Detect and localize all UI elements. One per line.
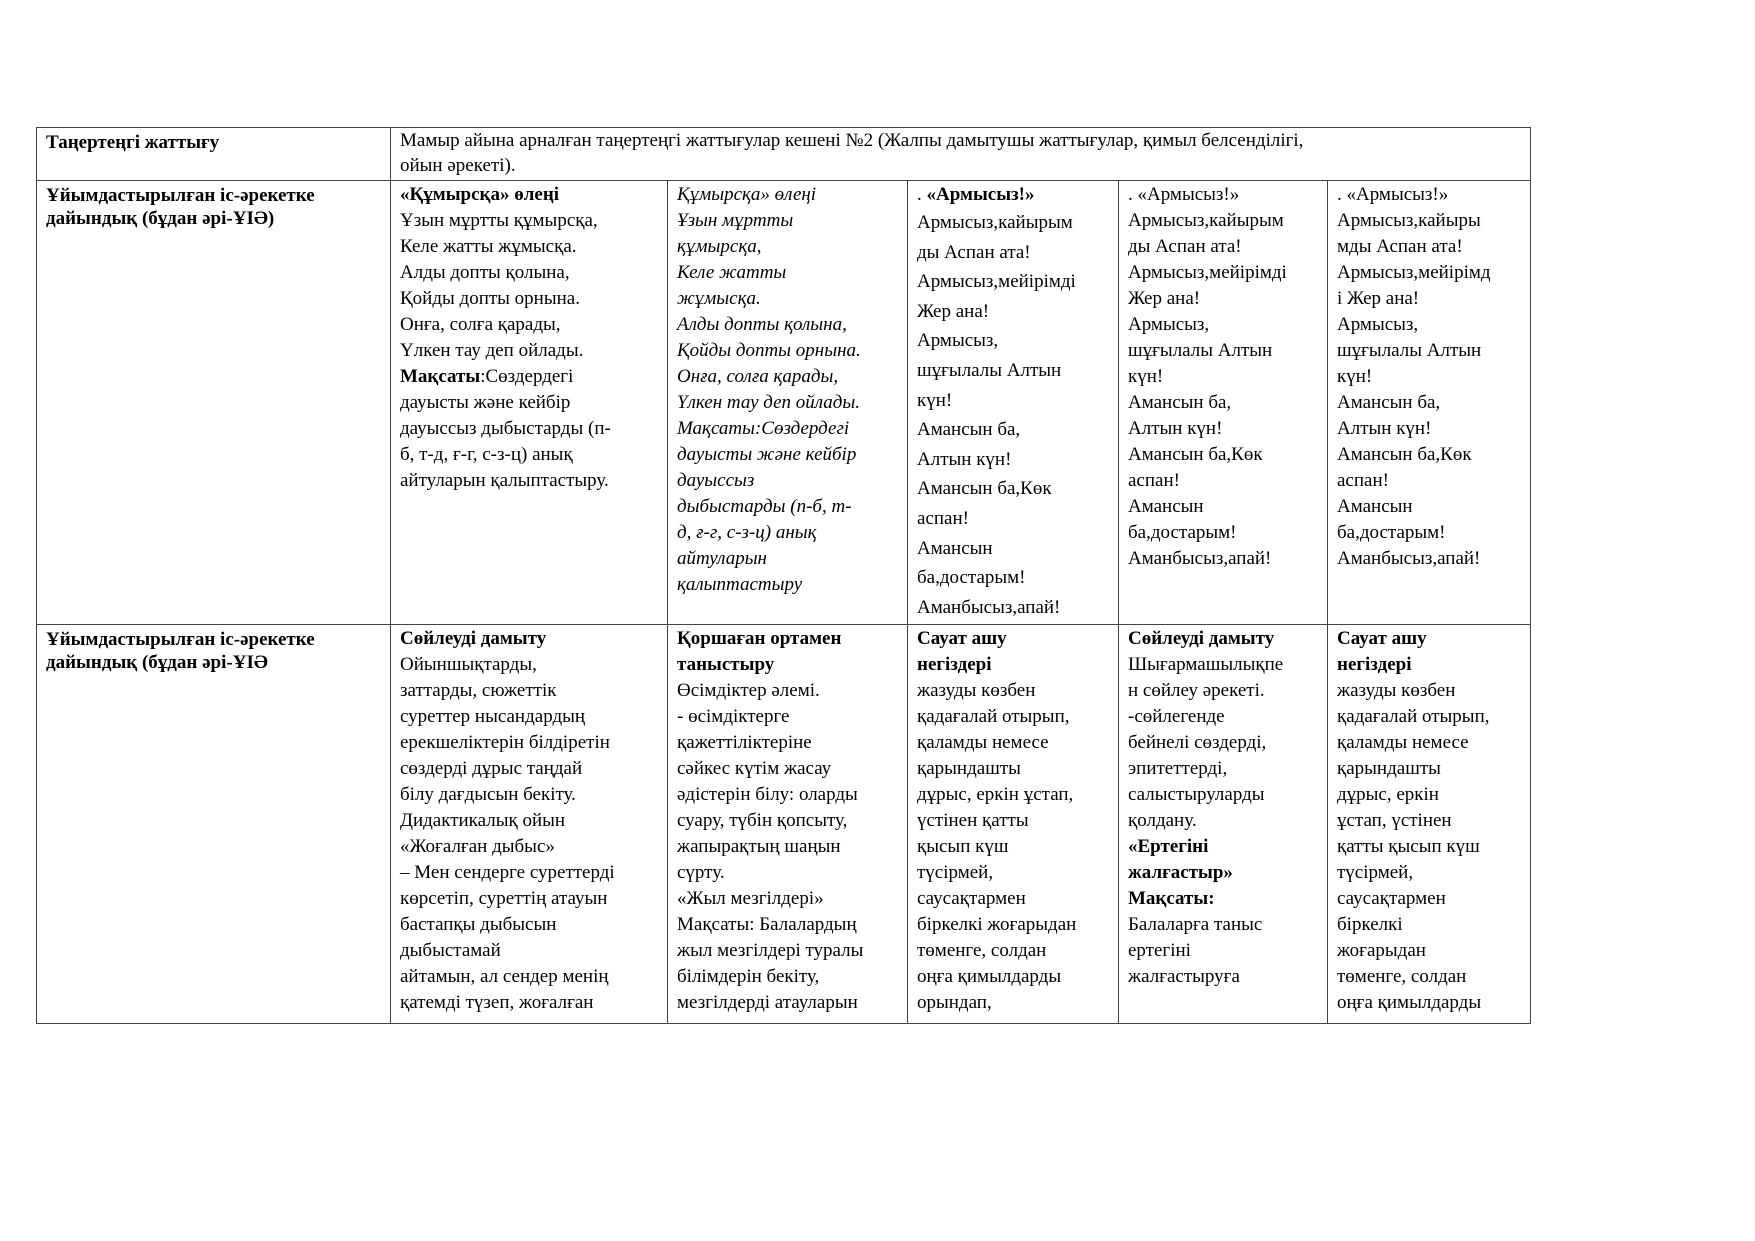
poem-line: Үлкен тау деп ойлады. (400, 340, 584, 361)
activity-line: Өсімдіктер әлемі. (677, 680, 820, 701)
day-cell-1 (391, 181, 668, 625)
activity-line: төменге, солдан (917, 940, 1047, 961)
poem-line: Онға, солға қарады, (400, 314, 561, 335)
activity-line: «Жоғалған дыбыс» (400, 836, 555, 857)
poem-line: Ұзын мұртты (677, 210, 794, 231)
poem-line: жұмысқа. (677, 288, 761, 309)
poem-line: Онға, солға қарады, (677, 366, 839, 387)
greeting-line: Амансын ба,Көк (917, 478, 1052, 500)
poem-line: Ұзын мұртты құмырсқа, (400, 210, 598, 231)
content-line: Мамыр айына арналған таңертеңгі жаттығулар кешені №2 (Жалпы дамытушы жаттығулар, қимыл белсенділігі, (400, 130, 1304, 151)
table-row-morning-exercise (37, 128, 1531, 181)
activity-line: суреттер нысандардың (400, 706, 586, 727)
activity-line: білу дағдысын бекіту. (400, 784, 576, 805)
activity-line: жоғарыдан (1337, 940, 1426, 961)
activity-line: қатты қысып күш (1337, 836, 1480, 857)
activity-line: саусақтармен (1337, 888, 1446, 909)
greeting-line: ба,достарым! (1337, 522, 1446, 543)
goal-label: Мақсаты: (1128, 888, 1215, 909)
greeting-line: Армысыз,кайырым (1128, 210, 1284, 231)
activity-line: ерекшеліктерін білдіретін (400, 732, 610, 753)
poem-line: құмырсқа, (677, 236, 762, 257)
activity-line: қатемді түзеп, жоғалған (400, 992, 594, 1013)
row-label: Таңертеңгі жаттығу (46, 132, 220, 153)
greeting-line: Амансын ба, (1128, 392, 1232, 413)
activity-line: жазуды көзбен (1337, 680, 1456, 701)
activity-line: біркелкі жоғарыдан (917, 914, 1077, 935)
activity-line: сөздерді дұрыс таңдай (400, 758, 583, 779)
row-label: дайындық (бұдан әрі-ҰІӘ) (46, 208, 275, 229)
greeting-line: і Жер ана! (1337, 288, 1420, 309)
greeting-line: Амансын (1128, 496, 1204, 517)
greeting-title: . «Армысыз!» (1128, 184, 1240, 205)
activity-line: біркелкі (1337, 914, 1403, 935)
game-title: жалғастыр» (1128, 862, 1233, 883)
activity-line: қарындашты (1337, 758, 1441, 779)
greeting-line: Амансын (917, 537, 993, 559)
activity-line: түсірмей, (917, 862, 994, 883)
greeting-line: Жер ана! (1128, 288, 1201, 309)
poem-line: Келе жатты (677, 262, 787, 283)
goal-line: б, т-д, ғ-г, с-з-ц) анық (400, 444, 573, 465)
activity-line: оңға қимылдарды (917, 966, 1062, 987)
activity-title: таныстыру (677, 654, 775, 675)
activity-line: қолдану. (1128, 810, 1197, 831)
activity-line: ұстап, үстінен (1337, 810, 1452, 831)
poem-line: Қойды допты орнына. (400, 288, 580, 309)
activity-cell-4 (1119, 625, 1328, 1024)
goal-line: ертегіні (1128, 940, 1191, 961)
greeting-line: Армысыз,мейірімді (1128, 262, 1287, 283)
activity-line: қажеттіліктеріне (677, 732, 812, 753)
greeting-title: . «Армысыз!» (1337, 184, 1449, 205)
activity-title: Қоршаған ортамен (677, 628, 842, 649)
day-cell-5 (1328, 181, 1531, 625)
activity-line: эпитеттерді, (1128, 758, 1228, 779)
greeting-line: шұғылалы Алтын (917, 359, 1062, 381)
greeting-line: Армысыз,кайыры (1337, 210, 1481, 231)
activity-line: қадағалай отырып, (917, 706, 1070, 727)
row-label: дайындық (бұдан әрі-ҰІӘ (46, 652, 268, 673)
activity-line: саусақтармен (917, 888, 1026, 909)
goal-text: :Сөздердегі (480, 366, 574, 387)
goal-label: Мақсаты (400, 366, 481, 387)
greeting-line: Армысыз,кайырым (917, 212, 1073, 233)
activity-line: орындап, (917, 992, 992, 1013)
row-label-cell (37, 128, 391, 181)
activity-line: жыл мезгілдері туралы (677, 940, 864, 961)
greeting-line: ды Аспан ата! (917, 241, 1031, 263)
greeting-line: аспан! (1337, 470, 1389, 491)
greeting-line: ба,достарым! (917, 567, 1026, 589)
activity-line: бастапқы дыбысын (400, 914, 557, 935)
greeting-line: Алтын күн! (1128, 418, 1223, 439)
goal-line: дауысты және кейбір (677, 444, 857, 465)
activity-line: н сөйлеу әрекеті. (1128, 680, 1265, 701)
activity-line: сәйкес күтім жасау (677, 758, 832, 779)
activity-line: жапырақтың шаңын (677, 836, 841, 857)
activity-line: дұрыс, еркін ұстап, (917, 784, 1074, 805)
morning-exercise-content (391, 128, 1531, 181)
greeting-line: Аманбысыз,апай! (1128, 548, 1272, 569)
activity-cell-2 (668, 625, 908, 1024)
activity-line: әдістерін білу: оларды (677, 784, 858, 805)
greeting-line: Амансын (1337, 496, 1413, 517)
day-cell-3 (908, 181, 1119, 625)
greeting-line: Амансын ба,Көк (1128, 444, 1263, 465)
greeting-line: Алтын күн! (917, 448, 1012, 470)
greeting-line: аспан! (1128, 470, 1180, 491)
game-title: «Ертегіні (1128, 836, 1209, 857)
greeting-line: Амансын ба,Көк (1337, 444, 1472, 465)
activity-line: жазуды көзбен (917, 680, 1036, 701)
activity-line: қаламды немесе (917, 732, 1049, 753)
greeting-line: Армысыз, (1337, 314, 1419, 335)
poem-title: «Құмырсқа» өлеңі (400, 184, 560, 205)
table-row-activities (37, 625, 1531, 1024)
poem-line: Құмырсқа» өлеңі (677, 184, 817, 205)
greeting-line: ды Аспан ата! (1128, 236, 1242, 257)
greeting-line: күн! (917, 389, 953, 411)
activity-line: заттарды, сюжеттік (400, 680, 557, 701)
activity-line: төменге, солдан (1337, 966, 1467, 987)
goal-line: д, ғ-г, с-з-ц) анық (677, 522, 817, 543)
greeting-line: мды Аспан ата! (1337, 236, 1463, 257)
activity-title: негіздері (917, 654, 992, 675)
poem-line: Үлкен тау деп ойлады. (677, 392, 861, 413)
greeting-line: Армысыз,мейірімді (917, 271, 1076, 293)
activity-cell-1 (391, 625, 668, 1024)
activity-cell-3 (908, 625, 1119, 1024)
goal-line: қалыптастыру (677, 574, 803, 595)
activity-line: Шығармашылықпе (1128, 654, 1284, 675)
greeting-line: күн! (1128, 366, 1164, 387)
row-label: Ұйымдастырылған іс-әрекетке (46, 629, 315, 650)
activity-line: мезгілдерді атауларын (677, 992, 858, 1013)
goal-line: айтуларын қалыптастыру. (400, 470, 609, 491)
greeting-title-line (917, 182, 1109, 208)
content-line: ойын әрекеті). (400, 155, 516, 176)
greeting-line: шұғылалы Алтын (1128, 340, 1273, 361)
goal-line: Мақсаты:Сөздердегі (677, 418, 850, 439)
greeting-line: Аманбысыз,апай! (1337, 548, 1481, 569)
poem-line: Келе жатты жұмысқа. (400, 236, 577, 257)
activity-line: - өсімдіктерге (677, 706, 790, 727)
table-row-preparation (37, 181, 1531, 625)
activity-title: Сөйлеуді дамыту (1128, 628, 1275, 649)
greeting-line: Жер ана! (917, 300, 990, 322)
greeting-line: Алтын күн! (1337, 418, 1432, 439)
greeting-line: Армысыз,мейірімд (1337, 262, 1491, 283)
goal-line: Балаларға таныс (1128, 914, 1263, 935)
goal-line: дыбыстарды (п-б, т- (677, 496, 852, 517)
greeting-line: күн! (1337, 366, 1373, 387)
poem-line: Алды допты қолына, (677, 314, 847, 335)
activity-line: айтамын, ал сендер менің (400, 966, 609, 987)
day-cell-2 (668, 181, 908, 625)
activity-title: Сауат ашу (917, 628, 1007, 649)
activity-line: қадағалай отырып, (1337, 706, 1490, 727)
greeting-line: Амансын ба, (917, 419, 1021, 441)
row-label: Ұйымдастырылған іс-әрекетке (46, 185, 315, 206)
goal-line: дауысты және кейбір (400, 392, 571, 413)
row-label-cell (37, 181, 391, 625)
activity-title: Сауат ашу (1337, 628, 1427, 649)
goal-line: айтуларын (677, 548, 767, 569)
activity-line: «Жыл мезгілдері» (677, 888, 824, 909)
activity-line: үстінен қатты (917, 810, 1029, 831)
day-cell-4 (1119, 181, 1328, 625)
activity-line: сүрту. (677, 862, 725, 883)
activity-line: бейнелі сөздерді, (1128, 732, 1267, 753)
row-label-cell (37, 625, 391, 1024)
greeting-line: шұғылалы Алтын (1337, 340, 1482, 361)
poem-line: Алды допты қолына, (400, 262, 570, 283)
activity-line: қысып күш (917, 836, 1009, 857)
goal-line (400, 364, 658, 390)
activity-line: дұрыс, еркін (1337, 784, 1439, 805)
activity-line: -сөйлегенде (1128, 706, 1225, 727)
activity-line: суару, түбін қопсыту, (677, 810, 848, 831)
greeting-line: ба,достарым! (1128, 522, 1237, 543)
activity-cell-5 (1328, 625, 1531, 1024)
activity-line: салыстыруларды (1128, 784, 1265, 805)
daily-plan-table (36, 127, 1531, 1024)
activity-line: оңға қимылдарды (1337, 992, 1482, 1013)
activity-title: негіздері (1337, 654, 1412, 675)
greeting-title: «Армысыз!» (926, 184, 1035, 205)
activity-line: дыбыстамай (400, 940, 501, 961)
activity-line: – Мен сендерге суреттерді (400, 862, 615, 883)
activity-line: Дидактикалық ойын (400, 810, 566, 831)
greeting-line: Амансын ба, (1337, 392, 1441, 413)
goal-line: дауыссыз (677, 470, 755, 491)
activity-line: түсірмей, (1337, 862, 1414, 883)
greeting-line: аспан! (917, 507, 969, 529)
greeting-prefix: . (917, 184, 927, 205)
greeting-line: Аманбысыз,апай! (917, 596, 1061, 618)
goal-line: дауыссыз дыбыстарды (п- (400, 418, 611, 439)
greeting-line: Армысыз, (1128, 314, 1210, 335)
activity-line: қаламды немесе (1337, 732, 1469, 753)
activity-line: білімдерін бекіту, (677, 966, 820, 987)
activity-line: көрсетіп, суреттің атауын (400, 888, 608, 909)
activity-line: Мақсаты: Балалардың (677, 914, 857, 935)
activity-line: қарындашты (917, 758, 1021, 779)
activity-title: Сөйлеуді дамыту (400, 628, 547, 649)
goal-line: жалғастыруға (1128, 966, 1240, 987)
greeting-line: Армысыз, (917, 330, 999, 352)
poem-line: Қойды допты орнына. (677, 340, 861, 361)
activity-line: Ойыншықтарды, (400, 654, 537, 675)
